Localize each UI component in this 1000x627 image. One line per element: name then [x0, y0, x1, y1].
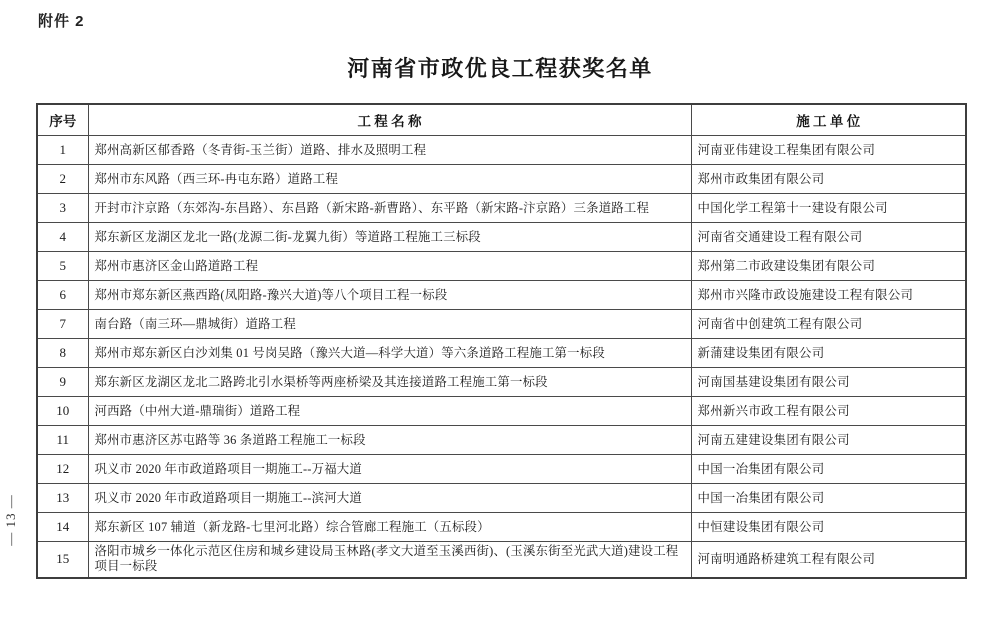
project-name-cell: 巩义市 2020 年市政道路项目一期施工--万福大道: [88, 455, 691, 484]
table-row: [37, 484, 966, 513]
table-header-row: [37, 104, 966, 136]
contractor-cell: 郑州市兴隆市政设施建设工程有限公司: [691, 281, 966, 310]
contractor-cell: 郑州新兴市政工程有限公司: [691, 397, 966, 426]
table-row: [37, 542, 966, 578]
row-number-cell: 6: [37, 281, 88, 310]
table-row: [37, 165, 966, 194]
project-name-cell: 郑州市郑东新区燕西路(凤阳路-豫兴大道)等八个项目工程一标段: [88, 281, 691, 310]
row-number-cell: 12: [37, 455, 88, 484]
project-name-cell: 郑东新区龙湖区龙北一路(龙源二街-龙翼九街）等道路工程施工三标段: [88, 223, 691, 252]
table-row: [37, 397, 966, 426]
table-row: [37, 426, 966, 455]
project-name-cell: 洛阳市城乡一体化示范区住房和城乡建设局玉林路(孝文大道至玉溪西街)、(玉溪东街至光武大道)建设工程项目一标段: [88, 542, 691, 578]
row-number-cell: 3: [37, 194, 88, 223]
contractor-cell: 郑州市政集团有限公司: [691, 165, 966, 194]
table-row: [37, 455, 966, 484]
table-row: [37, 223, 966, 252]
table-row: [37, 136, 966, 165]
table-row: [37, 194, 966, 223]
contractor-cell: 河南省中创建筑工程有限公司: [691, 310, 966, 339]
contractor-cell: 中恒建设集团有限公司: [691, 513, 966, 542]
row-number-cell: 4: [37, 223, 88, 252]
table-row: [37, 513, 966, 542]
row-number-cell: 15: [37, 542, 88, 578]
contractor-cell: 河南五建建设集团有限公司: [691, 426, 966, 455]
page-number-container: [1, 485, 21, 555]
contractor-cell: 中国一冶集团有限公司: [691, 455, 966, 484]
contractor-cell: 新蒲建设集团有限公司: [691, 339, 966, 368]
row-number-cell: 13: [37, 484, 88, 513]
table-row: [37, 310, 966, 339]
project-name-cell: 河西路（中州大道-鼎瑞街）道路工程: [88, 397, 691, 426]
project-name-cell: 郑州市惠济区苏屯路等 36 条道路工程施工一标段: [88, 426, 691, 455]
table-row: [37, 339, 966, 368]
row-number-cell: 1: [37, 136, 88, 165]
contractor-cell: 河南明通路桥建筑工程有限公司: [691, 542, 966, 578]
column-header-project: 工 程 名 称: [88, 104, 691, 136]
column-header-no: 序号: [37, 104, 88, 136]
contractor-cell: 郑州第二市政建设集团有限公司: [691, 252, 966, 281]
row-number-cell: 2: [37, 165, 88, 194]
row-number-cell: 10: [37, 397, 88, 426]
project-name-cell: 开封市汴京路（东郊沟-东昌路）、东昌路（新宋路-新曹路）、东平路（新宋路-汴京路）三条道路工程: [88, 194, 691, 223]
table-row: [37, 252, 966, 281]
project-name-cell: 南台路（南三环—鼎城街）道路工程: [88, 310, 691, 339]
awards-table: [36, 103, 967, 579]
attachment-label: 附件 2: [38, 13, 85, 30]
page-title: 河南省市政优良工程获奖名单: [347, 56, 653, 81]
contractor-cell: 河南亚伟建设工程集团有限公司: [691, 136, 966, 165]
project-name-cell: 郑州市郑东新区白沙刘集 01 号岗吴路（豫兴大道—科学大道）等六条道路工程施工第一标段: [88, 339, 691, 368]
column-header-contractor: 施 工 单 位: [691, 104, 966, 136]
contractor-cell: 中国一冶集团有限公司: [691, 484, 966, 513]
contractor-cell: 中国化学工程第十一建设有限公司: [691, 194, 966, 223]
project-name-cell: 郑东新区龙湖区龙北二路跨北引水渠桥等两座桥梁及其连接道路工程施工第一标段: [88, 368, 691, 397]
row-number-cell: 5: [37, 252, 88, 281]
row-number-cell: 14: [37, 513, 88, 542]
contractor-cell: 河南省交通建设工程有限公司: [691, 223, 966, 252]
row-number-cell: 11: [37, 426, 88, 455]
row-number-cell: 8: [37, 339, 88, 368]
contractor-cell: 河南国基建设集团有限公司: [691, 368, 966, 397]
project-name-cell: 巩义市 2020 年市政道路项目一期施工--滨河大道: [88, 484, 691, 513]
project-name-cell: 郑州高新区郁香路（冬青街-玉兰街）道路、排水及照明工程: [88, 136, 691, 165]
project-name-cell: 郑州市惠济区金山路道路工程: [88, 252, 691, 281]
table-row: [37, 281, 966, 310]
table-row: [37, 368, 966, 397]
page-number: — 13 —: [3, 494, 18, 546]
project-name-cell: 郑州市东风路（西三环-冉屯东路）道路工程: [88, 165, 691, 194]
row-number-cell: 7: [37, 310, 88, 339]
row-number-cell: 9: [37, 368, 88, 397]
project-name-cell: 郑东新区 107 辅道（新龙路-七里河北路）综合管廊工程施工（五标段）: [88, 513, 691, 542]
